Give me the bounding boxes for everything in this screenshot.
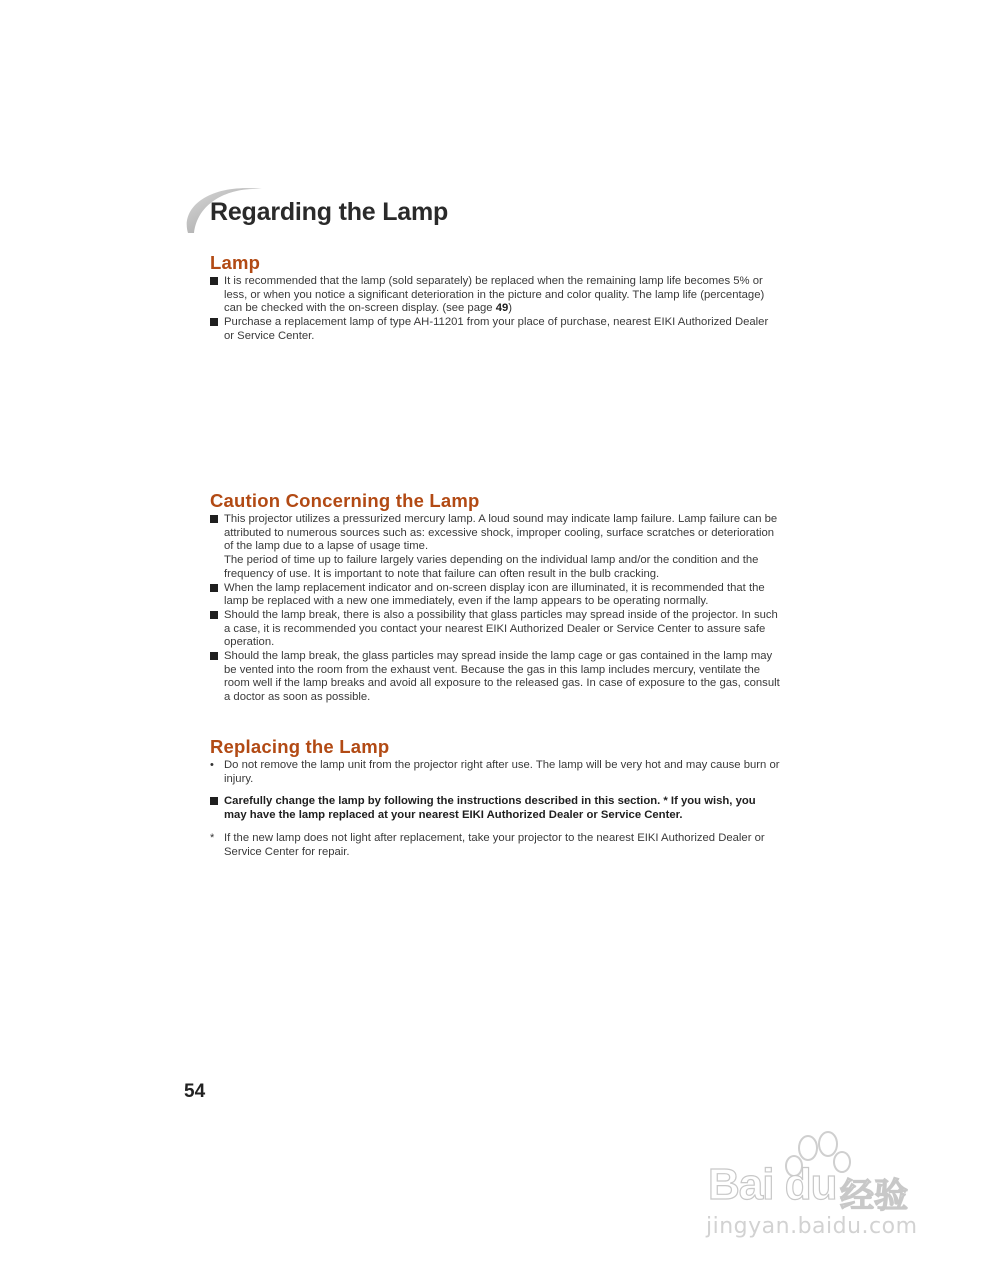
replacing-footnote bbox=[210, 832, 780, 859]
replacing-heading: Replacing the Lamp bbox=[210, 736, 390, 757]
lamp-section bbox=[210, 252, 780, 344]
page-title: Regarding the Lamp bbox=[210, 198, 449, 226]
page-reference: 49 bbox=[495, 302, 509, 315]
watermark-brand-cn: 经验 bbox=[840, 1176, 908, 1216]
list-item: Purchase a replacement lamp of type AH-11201 from your place of purchase, nearest EIKI Authorized Dealer or Service Center. bbox=[210, 316, 780, 343]
watermark-brand: Bai du bbox=[708, 1160, 837, 1209]
caution-heading: Caution Concerning the Lamp bbox=[210, 490, 480, 511]
lamp-list bbox=[210, 275, 780, 344]
list-item: Should the lamp break, there is also a possibility that glass particles may spread inside of the projector. In such a case, it is recommended you contact your nearest EIKI Authorized Dealer or Service Center to assure safe operation. bbox=[210, 609, 780, 650]
page-number: 54 bbox=[184, 1081, 206, 1102]
list-item: When the lamp replacement indicator and on-screen display icon are illuminated, it is recommended that the lamp be replaced with a new one immediately, even if the lamp appears to be operating normally. bbox=[210, 582, 780, 609]
caution-list bbox=[210, 513, 780, 705]
list-item: Should the lamp break, the glass particles may spread inside the lamp cage or gas contained in the lamp may be vented into the room from the exhaust vent. Because the gas in this lamp includes mercury, ventilate the room well if the lamp breaks and avoid all exposure to the released gas. In case of exposure to the gas, consult a doctor as soon as possible. bbox=[210, 650, 780, 705]
caution-section bbox=[210, 490, 780, 705]
replacing-section bbox=[210, 736, 780, 859]
list-item: This projector utilizes a pressurized mercury lamp. A loud sound may indicate lamp failure. Lamp failure can be attributed to numerous sources such as: excessive shock, improper cooling, surface scratches or deterioration of the lamp due to a lapse of usage time. The period of time up to failure largely varies depending on the individual lamp and/or the condition and the frequency of use. It is important to note that failure can often result in the bulb cracking. bbox=[210, 513, 780, 582]
replacing-bullets bbox=[210, 759, 780, 786]
lamp-heading: Lamp bbox=[210, 252, 261, 273]
bold-instruction: Carefully change the lamp by following the instructions described in this section. * If you wish, you may have the lamp replaced at your nearest EIKI Authorized Dealer or Service Center. bbox=[210, 795, 780, 822]
footnote: * If the new lamp does not light after replacement, take your projector to the nearest EIKI Authorized Dealer or Service Center for repair. bbox=[210, 832, 780, 859]
list-item: It is recommended that the lamp (sold separately) be replaced when the remaining lamp life becomes 5% or less, or when you notice a significant deterioration in the picture and color quality. The lamp life (percentage) can be checked with the on-screen display. (see page 49) bbox=[210, 275, 780, 316]
replacing-note bbox=[210, 795, 780, 822]
watermark-url: jingyan.baidu.com bbox=[706, 1214, 918, 1239]
list-item: • Do not remove the lamp unit from the projector right after use. The lamp will be very hot and may cause burn or injury. bbox=[210, 759, 780, 786]
